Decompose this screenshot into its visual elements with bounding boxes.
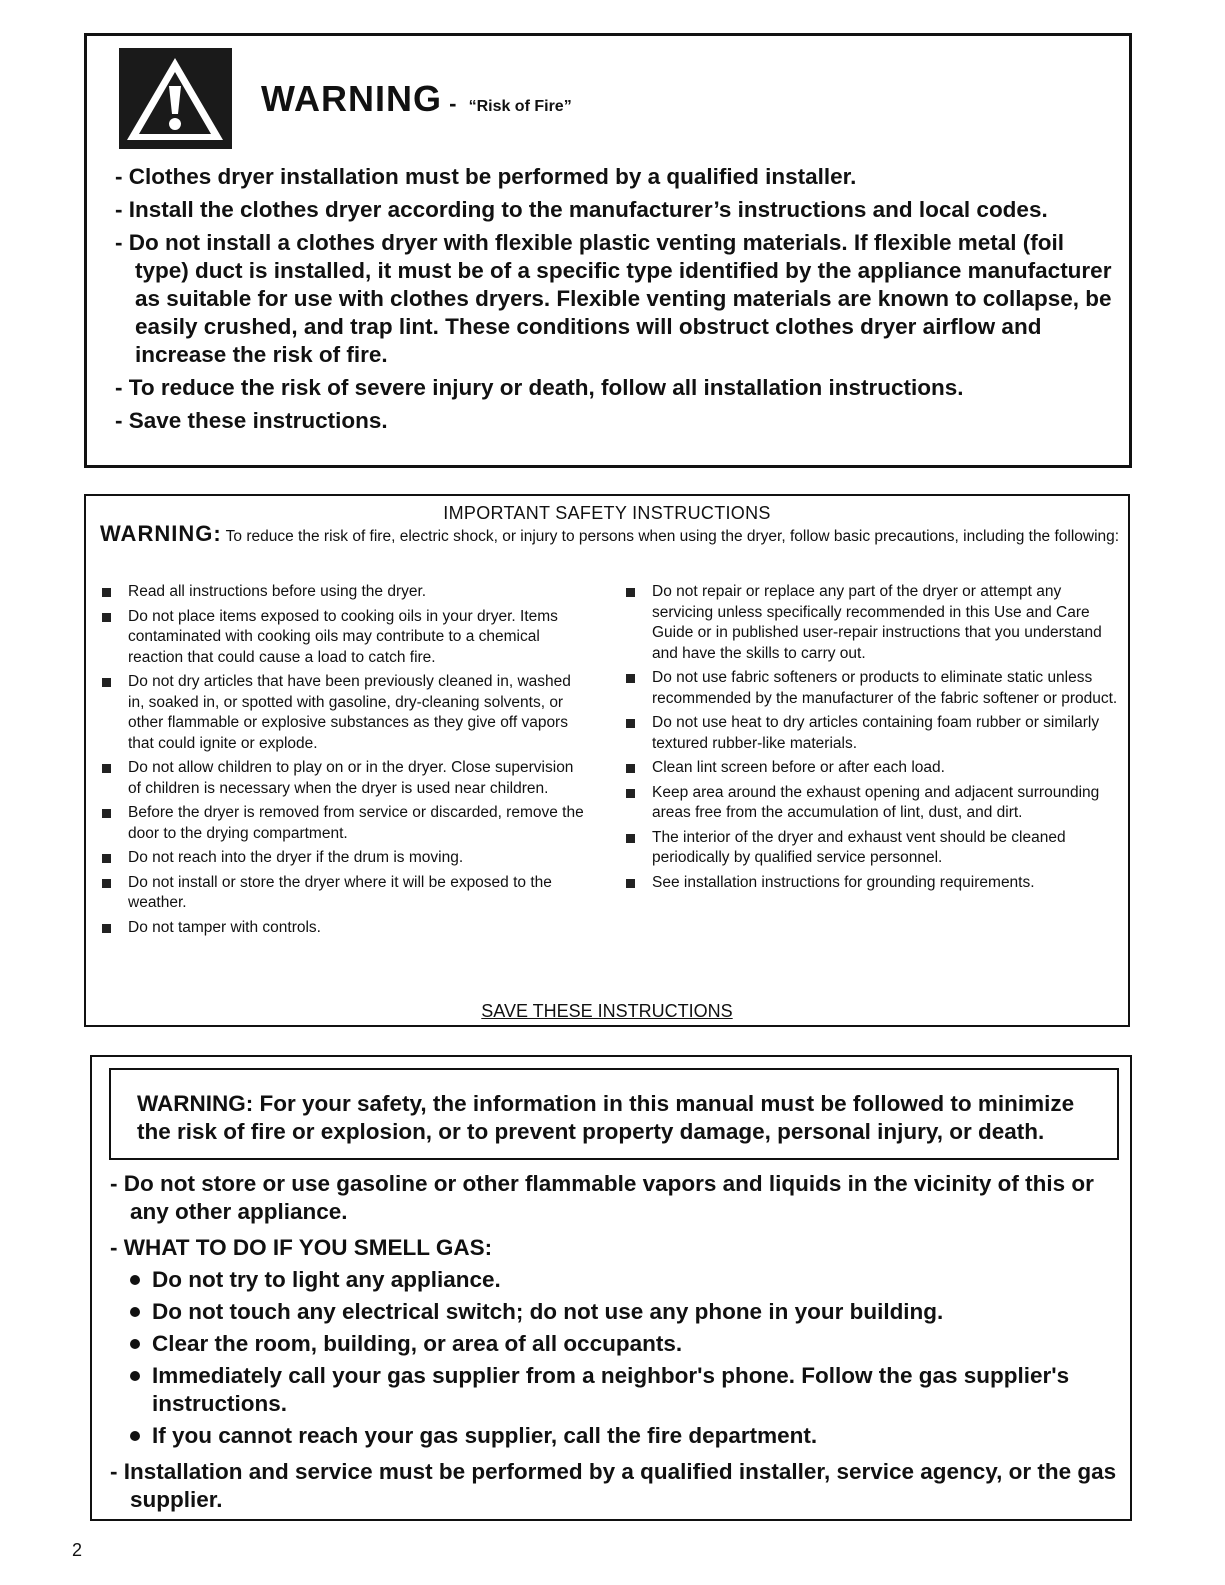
fire-warning-item: - To reduce the risk of severe injury or death, follow all installation instructions. [115, 375, 964, 400]
safety-item-text: Do not reach into the dryer if the drum is moving. [128, 849, 464, 866]
square-bullet-icon [626, 789, 635, 798]
fire-warning-item: - Save these instructions. [115, 408, 388, 433]
title-separator: - [442, 91, 465, 116]
safety-item [624, 668, 1124, 709]
safety-item [624, 783, 1124, 824]
safety-item-text: Keep area around the exhaust opening and adjacent surrounding areas free from the accumulation of lint, dust, and dirt. [652, 783, 1100, 821]
gas-warning-statement: WARNING: For your safety, the information in this manual must be followed to minimize the risk of fire or explosion, or to prevent property damage, personal injury, or death. [137, 1091, 1075, 1144]
warning-triangle-icon [119, 48, 232, 149]
safety-item [100, 873, 590, 914]
square-bullet-icon [102, 678, 111, 687]
safety-list-left [100, 582, 590, 942]
safety-item-text: Read all instructions before using the dryer. [128, 583, 427, 600]
square-bullet-icon [102, 809, 111, 818]
round-bullet-icon [130, 1339, 140, 1349]
safety-item [100, 918, 590, 939]
fire-warning-title [261, 78, 572, 120]
fire-warning-item: - Clothes dryer installation must be performed by a qualified installer. [115, 164, 857, 189]
gas-warning-box [90, 1055, 1132, 1521]
gas-step [130, 1298, 1120, 1326]
safety-item-text: Clean lint screen before or after each load. [652, 759, 945, 776]
gas-step-text: Clear the room, building, or area of all occupants. [152, 1331, 683, 1356]
gas-smell-steps [130, 1266, 1120, 1450]
safety-item-text: The interior of the dryer and exhaust vent should be cleaned periodically by qualified service personnel. [652, 828, 1066, 866]
safety-warning-label: WARNING: [100, 521, 222, 546]
gas-warning-item: - Installation and service must be performed by a qualified installer, service agency, or the gas supplier. [110, 1459, 1117, 1512]
safety-item [100, 582, 590, 603]
safety-item-text: Do not install or store the dryer where it will be exposed to the weather. [128, 873, 552, 911]
gas-warning-inner-box [109, 1068, 1119, 1160]
safety-item-text: Do not allow children to play on or in the dryer. Close supervision of children is necessary when the dryer is used near children. [128, 759, 574, 797]
safety-item [624, 582, 1124, 664]
square-bullet-icon [102, 764, 111, 773]
fire-warning-subtitle: “Risk of Fire” [468, 98, 572, 115]
page-number: 2 [72, 1540, 83, 1560]
safety-item [624, 873, 1124, 894]
fire-warning-list [115, 163, 1115, 440]
square-bullet-icon [102, 588, 111, 597]
safety-item [624, 758, 1124, 779]
round-bullet-icon [130, 1275, 140, 1285]
gas-step [130, 1362, 1120, 1418]
gas-warning-item [110, 1234, 1120, 1450]
safety-item [100, 758, 590, 799]
round-bullet-icon [130, 1371, 140, 1381]
gas-warning-list [110, 1170, 1120, 1522]
gas-step [130, 1422, 1120, 1450]
safety-item-text: Do not use fabric softeners or products to eliminate static unless recommended by the manufacturer of the fabric softener or product. [652, 669, 1118, 707]
gas-step [130, 1330, 1120, 1358]
square-bullet-icon [102, 879, 111, 888]
square-bullet-icon [102, 854, 111, 863]
round-bullet-icon [130, 1431, 140, 1441]
gas-step-text: Do not touch any electrical switch; do not use any phone in your building. [152, 1299, 944, 1324]
square-bullet-icon [626, 674, 635, 683]
square-bullet-icon [102, 924, 111, 933]
safety-item-text: Do not dry articles that have been previously cleaned in, washed in, soaked in, or spotted with gasoline, dry-cleaning solvents, or other flammable or explosive substances as they give off vapors that could ignite or explode. [128, 673, 571, 752]
safety-item-text: See installation instructions for grounding requirements. [652, 873, 1035, 891]
safety-item-text: Do not repair or replace any part of the dryer or attempt any servicing unless specifically recommended in this Use and Care Guide or in published user-repair instructions that you understand and have the skills to carry out. [652, 583, 1102, 662]
safety-item-text: Do not tamper with controls. [128, 918, 321, 936]
gas-step-text: Immediately call your gas supplier from a neighbor's phone. Follow the gas supplier's instructions. [152, 1363, 1070, 1416]
fire-warning-box [84, 33, 1132, 468]
round-bullet-icon [130, 1307, 140, 1317]
square-bullet-icon [626, 834, 635, 843]
safety-item [100, 848, 590, 869]
square-bullet-icon [626, 879, 635, 888]
square-bullet-icon [626, 719, 635, 728]
gas-step-text: Do not try to light any appliance. [152, 1267, 501, 1292]
safety-instructions-box [84, 494, 1130, 1027]
square-bullet-icon [626, 764, 635, 773]
fire-warning-title-text: WARNING [261, 78, 442, 119]
square-bullet-icon [102, 613, 111, 622]
safety-item-text: Before the dryer is removed from service or discarded, remove the door to the drying compartment. [128, 804, 584, 842]
gas-warning-item: - Do not store or use gasoline or other flammable vapors and liquids in the vicinity of this or any other appliance. [110, 1171, 1094, 1224]
gas-smell-heading: - WHAT TO DO IF YOU SMELL GAS: [110, 1235, 493, 1260]
safety-warning-intro [100, 521, 1120, 547]
safety-item [624, 828, 1124, 869]
safety-item-text: Do not place items exposed to cooking oils in your dryer. Items contaminated with cooking oils may contribute to a chemical reaction that could cause a load to catch fire. [128, 607, 558, 666]
safety-warning-text: To reduce the risk of fire, electric shock, or injury to persons when using the dryer, follow basic precautions, including the following: [221, 528, 1120, 545]
safety-heading: IMPORTANT SAFETY INSTRUCTIONS [443, 503, 771, 523]
gas-step-text: If you cannot reach your gas supplier, call the fire department. [152, 1423, 818, 1448]
safety-item [100, 672, 590, 754]
fire-warning-item: - Install the clothes dryer according to the manufacturer’s instructions and local codes. [115, 197, 1048, 222]
safety-item [100, 607, 590, 669]
gas-step [130, 1266, 1120, 1294]
safety-item [100, 803, 590, 844]
square-bullet-icon [626, 588, 635, 597]
safety-item [624, 713, 1124, 754]
safety-list-right [624, 582, 1124, 897]
fire-warning-item: - Do not install a clothes dryer with flexible plastic venting materials. If flexible metal (foil type) duct is installed, it must be of a specific type identified by the appliance manufacturer as suitable for use with clothes dryers. Flexible venting materials are known to collapse, be easily crushed, and trap lint. These conditions will obstruct clothes dryer airflow and increase the risk of fire. [115, 230, 1112, 367]
safety-item-text: Do not use heat to dry articles containing foam rubber or similarly textured rubber-like materials. [652, 714, 1100, 752]
save-instructions-footer: SAVE THESE INSTRUCTIONS [481, 1001, 733, 1021]
